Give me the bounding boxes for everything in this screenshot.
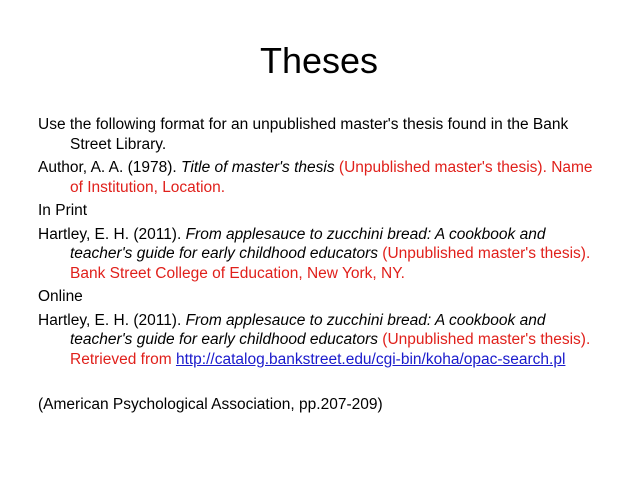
online-title: From applesauce to zucchini bread: A cookbook and teacher's guide for early childhood educators — [70, 311, 546, 348]
format-template — [38, 158, 598, 197]
catalog-link[interactable]: http://catalog.bankstreet.edu/cgi-bin/koha/opac-search.pl — [175, 350, 566, 368]
print-author-year: Hartley, E. H. (2011). — [38, 225, 186, 243]
print-title: From applesauce to zucchini bread: A cookbook and teacher's guide for early childhood educators — [70, 225, 546, 262]
online-red-part: (Unpublished master's thesis). Retrieved from — [70, 331, 591, 368]
intro-text: Use the following format for an unpublished master's thesis found in the Bank Street Library. — [38, 116, 569, 153]
format-red-part: (Unpublished master's thesis). Name of Institution, Location. — [70, 159, 593, 196]
in-print-label: In Print — [38, 202, 88, 219]
spacer — [38, 373, 598, 395]
slide-body — [38, 115, 598, 419]
format-author-year: Author, A. A. (1978). — [38, 159, 182, 176]
slide-title: Theses — [259, 40, 379, 81]
online-label: Online — [38, 288, 83, 305]
online-example — [38, 311, 598, 370]
format-title: Title of master's thesis — [181, 159, 335, 176]
print-red-part: (Unpublished master's thesis). Bank Street College of Education, New York, NY. — [70, 245, 591, 282]
online-author-year: Hartley, E. H. (2011). — [38, 311, 186, 329]
print-example — [38, 225, 598, 284]
source-citation: (American Psychological Association, pp.207-209) — [38, 396, 383, 413]
